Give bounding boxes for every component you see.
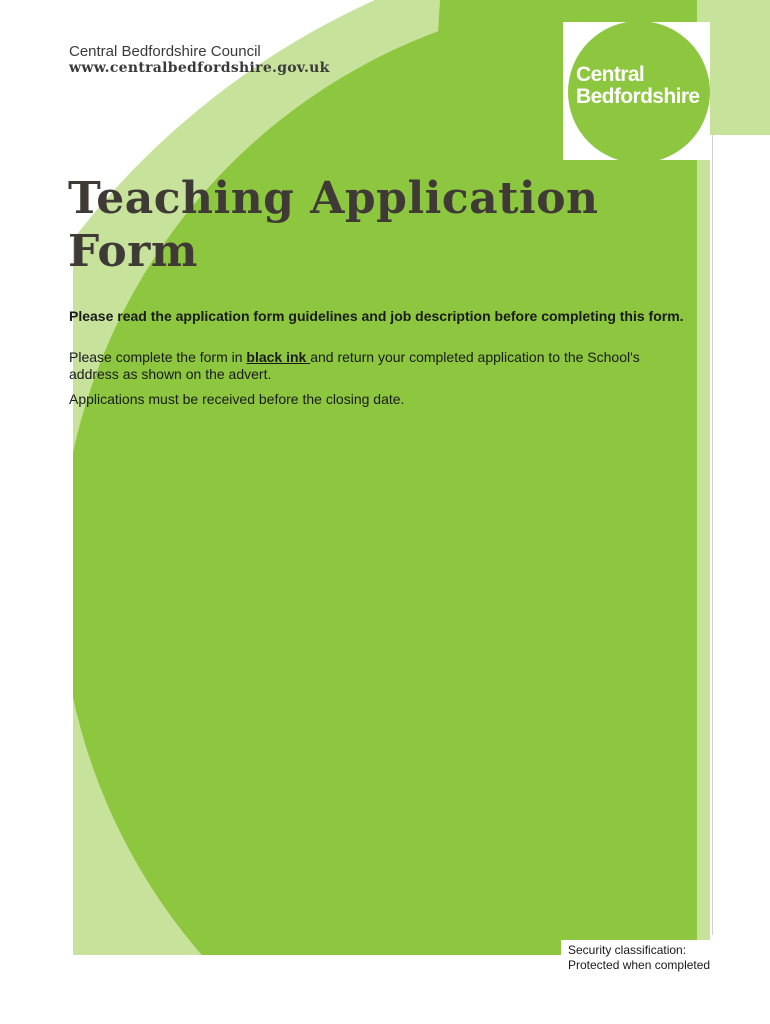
right-white-strip [710,135,770,1024]
logo-line-2: Bedfordshire [576,85,700,108]
security-value: Protected when completed [568,958,711,972]
right-grey-rule [712,135,713,935]
page-title: Teaching Application Form [68,173,599,277]
ink-instruction-end: and return your completed application to the School's address as shown on the advert. [69,349,640,382]
closing-date-note: Applications must be received before the closing date. [69,391,405,407]
ink-instruction-start: Please complete the form in [69,349,247,365]
black-ink-emphasis: black ink [246,349,311,365]
logo-wordmark [576,64,700,108]
guidelines-instruction: Please read the application form guidelines and job description before completing this form. [69,308,684,324]
logo-line-1: Central [576,63,645,86]
council-name: Central Bedfordshire Council [69,43,261,60]
ink-instruction [69,349,689,383]
security-classification [561,940,733,976]
council-website-link[interactable]: www.centralbedfordshire.gov.uk [69,60,330,76]
security-label: Security classification: [568,943,687,957]
